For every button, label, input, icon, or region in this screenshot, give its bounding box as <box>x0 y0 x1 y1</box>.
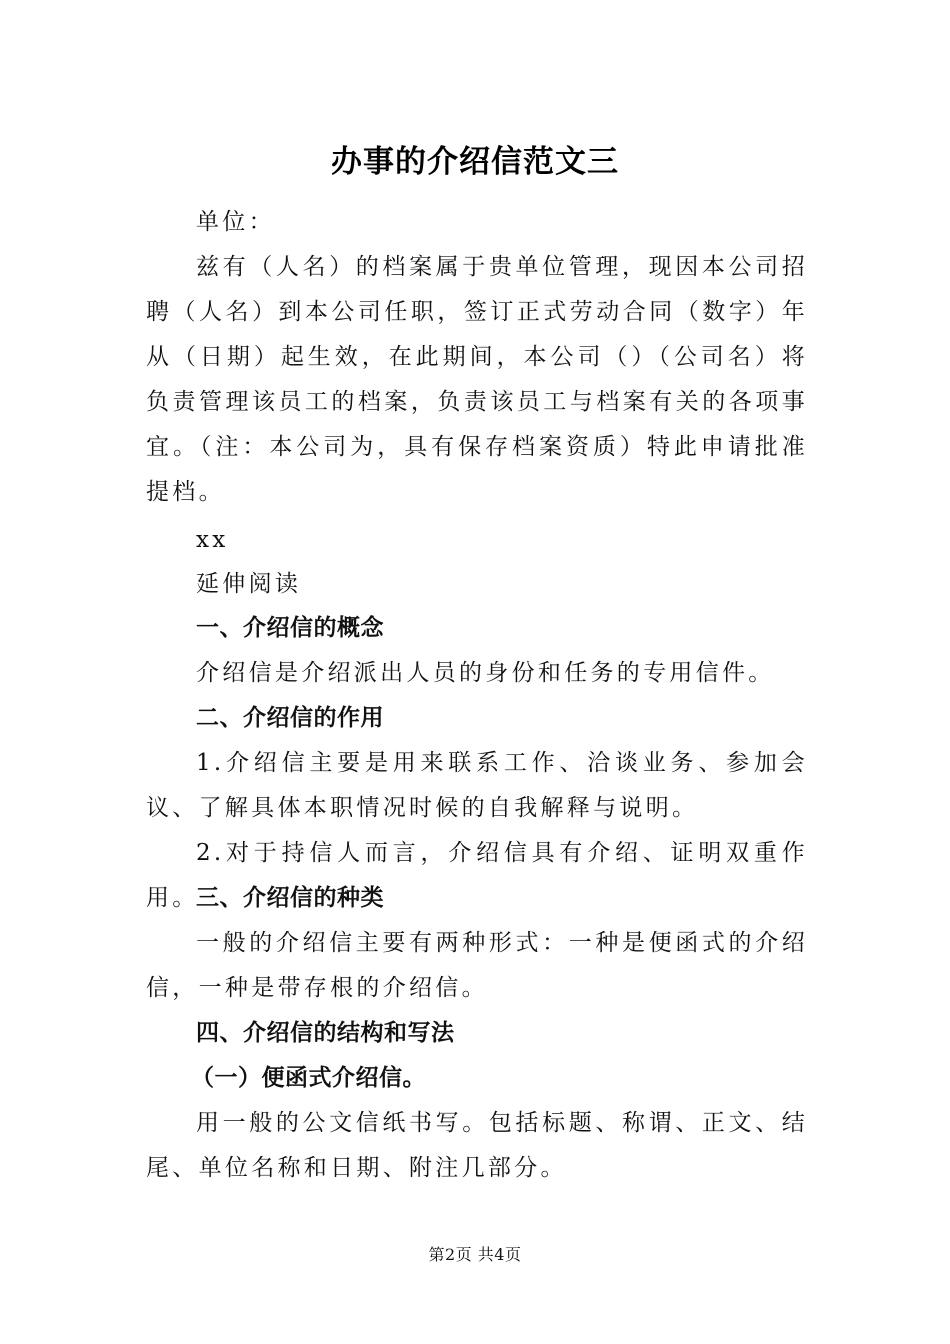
section1-text: 介绍信是介绍派出人员的身份和任务的专用信件。 <box>196 660 775 686</box>
section4-sub1-text: 用一般的公文信纸书写。包括标题、称谓、正文、结尾、单位名称和日期、附注几部分。 <box>146 1110 808 1181</box>
section2-item2: 2.对于持信人而言，介绍信具有介绍、证明双重作用。 <box>146 840 808 911</box>
section4-heading: 四、介绍信的结构和写法 <box>196 1020 455 1046</box>
document-title: 办事的介绍信范文三 <box>331 144 619 180</box>
extended-reading-label: 延伸阅读 <box>196 571 302 597</box>
letter-body: 兹有（人名）的档案属于贵单位管理，现因本公司招聘（人名）到本公司任职，签订正式劳动合同（数字）年从（日期）起生效，在此期间，本公司（）（公司名）将负责管理该员工的档案，负责该员工与档案有关的各项事宜。（注：本公司为，具有保存档案资质）特此申请批准提档。 <box>146 254 808 505</box>
section1-heading: 一、介绍信的概念 <box>196 615 384 641</box>
section4-subheading: （一）便函式介绍信。 <box>191 1065 426 1091</box>
salutation: 单位： <box>196 209 275 235</box>
signature: xx <box>196 527 229 553</box>
section2-item1: 1.介绍信主要是用来联系工作、洽谈业务、参加会议、了解具体本职情况时候的自我解释与说明。 <box>146 750 808 821</box>
section2-heading: 二、介绍信的作用 <box>196 705 384 731</box>
page-footer: 第2页 共4页 <box>428 1245 522 1264</box>
section3-heading: 三、介绍信的种类 <box>196 885 384 911</box>
section3-text: 一般的介绍信主要有两种形式：一种是便函式的介绍信，一种是带存根的介绍信。 <box>146 930 808 1001</box>
